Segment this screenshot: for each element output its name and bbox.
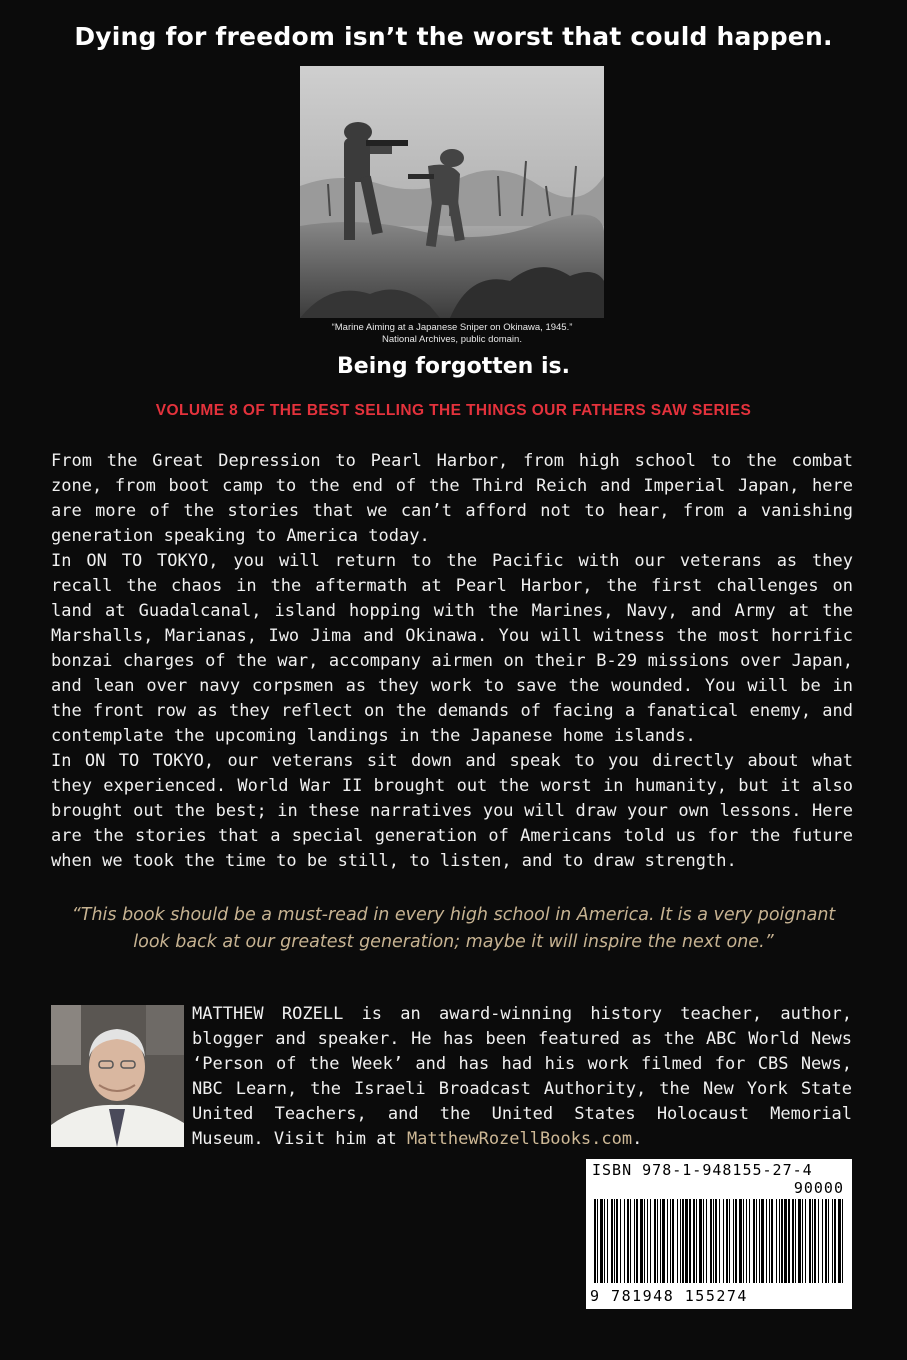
barcode-bar	[662, 1199, 665, 1283]
barcode-bar	[624, 1199, 625, 1283]
author-website-link[interactable]: MatthewRozellBooks.com	[406, 1129, 633, 1149]
barcode-bars	[592, 1199, 846, 1285]
marine-photo	[300, 66, 604, 318]
barcode-bar	[660, 1199, 661, 1283]
barcode-bar	[627, 1199, 629, 1283]
ean-digits: 9 781948 155274	[590, 1287, 748, 1305]
description-paragraph-2: In ON TO TOKYO, you will return to the Pacific with our veterans as they recall the chaos in the aftermath at Pearl Harbor, the first challenges on land at Guadalcanal, island hopping with the Marines, Navy, and Army at the Marshalls, Marianas, Iwo Jima and Okinawa. You will witness the most horrific bonzai charges of the war, accompany airmen on their B-29 missions over Japan, and lean over navy corpsmen as they work to save the wounded. You will be in the front row as they reflect on the demands of facing a fanatical enemy, and contemplate the upcoming landings in the Japanese home islands.	[51, 551, 853, 746]
barcode-bar	[715, 1199, 717, 1283]
barcode-bar	[616, 1199, 618, 1283]
barcode-bar	[784, 1199, 787, 1283]
description-paragraph-1: From the Great Depression to Pearl Harbor, from high school to the combat zone, from boot camp to the end of the Third Reich and Imperial Japan, here are more of the stories that we can’t afford not to hear, from a vanishing generation speaking to America today.	[51, 451, 853, 546]
barcode-bar	[630, 1199, 631, 1283]
photo-caption-title: “Marine Aiming at a Japanese Sniper on Okinawa, 1945.”	[331, 322, 573, 333]
barcode-bar	[636, 1199, 638, 1283]
barcode-bar	[696, 1199, 697, 1283]
barcode-bar	[818, 1199, 819, 1283]
barcode-bar	[682, 1199, 684, 1283]
barcode-bar	[647, 1199, 648, 1283]
barcode-bar	[710, 1199, 712, 1283]
barcode-bar	[733, 1199, 734, 1283]
barcode-bar	[729, 1199, 730, 1283]
barcode-bar	[672, 1199, 674, 1283]
barcode-bar	[809, 1199, 811, 1283]
barcode-bar	[771, 1199, 773, 1283]
barcode-bar	[670, 1199, 671, 1283]
author-portrait	[51, 1005, 184, 1147]
barcode-bar	[634, 1199, 635, 1283]
barcode-bar	[644, 1199, 645, 1283]
barcode-bar	[814, 1199, 816, 1283]
barcode-bar	[719, 1199, 720, 1283]
barcode-bar	[600, 1199, 603, 1283]
author-bio-text: MATTHEW ROZELL is an award-winning history teacher, author, blogger and speaker. He has been featured as the ABC World News ‘Person of the Week’ and has had his work filmed for CBS News, NBC Learn, the Israeli Broadcast Authority, the New York State United Teachers, and the United States Holocaust Memorial Museum. Visit him at	[192, 1004, 852, 1149]
barcode-bar	[828, 1199, 829, 1283]
barcode-bar	[604, 1199, 605, 1283]
barcode-bar	[788, 1199, 790, 1283]
barcode-bar	[611, 1199, 613, 1283]
review-quote: “This book should be a must-read in every high school in America. It is a very poignant look back at our greatest generation; maybe it will inspire the next one.”	[71, 905, 836, 952]
isbn-barcode	[586, 1159, 852, 1309]
photo-caption-credit: National Archives, public domain.	[382, 334, 522, 345]
price-code: 90000	[793, 1179, 844, 1197]
barcode-bar	[766, 1199, 767, 1283]
barcode-bar	[769, 1199, 770, 1283]
barcode-bar	[667, 1199, 668, 1283]
barcode-bar	[723, 1199, 724, 1283]
barcode-bar	[650, 1199, 651, 1283]
barcode-bar	[759, 1199, 760, 1283]
barcode-bar	[699, 1199, 702, 1283]
barcode-bar	[680, 1199, 681, 1283]
barcode-bar	[685, 1199, 688, 1283]
barcode-bar	[703, 1199, 704, 1283]
barcode-bar	[614, 1199, 615, 1283]
isbn-label: ISBN 978-1-948155-27-4	[592, 1161, 813, 1179]
barcode-bar	[735, 1199, 737, 1283]
series-line: VOLUME 8 OF THE BEST SELLING THE THINGS OUR FATHERS SAW SERIES	[155, 402, 752, 419]
barcode-bar	[594, 1199, 596, 1283]
barcode-bar	[706, 1199, 707, 1283]
marine-photo-illustration	[300, 66, 604, 318]
barcode-bar	[657, 1199, 658, 1283]
barcode-bar	[761, 1199, 764, 1283]
barcode-bar	[842, 1199, 843, 1283]
barcode-bar	[693, 1199, 695, 1283]
barcode-bar	[640, 1199, 643, 1283]
description-paragraph-3: In ON TO TOKYO, our veterans sit down and speak to you directly about what they experienced. World War II brought out the worst in humanity, but it also brought out the best; in these narratives you will draw your own lessons. Here are the stories that a special generation of Americans told us for the future when we took the time to be still, to listen, and to draw strength.	[51, 751, 853, 871]
author-bio-end: .	[632, 1129, 643, 1149]
barcode-bar	[597, 1199, 598, 1283]
barcode-bar	[795, 1199, 796, 1283]
barcode-bar	[654, 1199, 656, 1283]
barcode-bar	[756, 1199, 757, 1283]
barcode-bar	[607, 1199, 608, 1283]
barcode-bar	[677, 1199, 678, 1283]
cover-tagline: Dying for freedom isn’t the worst that could happen.	[74, 22, 833, 51]
barcode-bar	[822, 1199, 823, 1283]
barcode-bar	[779, 1199, 780, 1283]
barcode-bar	[812, 1199, 813, 1283]
barcode-bar	[746, 1199, 747, 1283]
barcode-bar	[776, 1199, 777, 1283]
barcode-bar	[713, 1199, 714, 1283]
author-bio	[192, 1002, 852, 1152]
barcode-bar	[689, 1199, 691, 1283]
barcode-bar	[805, 1199, 806, 1283]
photo-caption	[250, 322, 654, 346]
cover-subtagline: Being forgotten is.	[337, 354, 570, 379]
barcode-bar	[825, 1199, 827, 1283]
barcode-bar	[834, 1199, 836, 1283]
barcode-bar	[838, 1199, 841, 1283]
barcode-bar	[781, 1199, 783, 1283]
barcode-bar	[726, 1199, 728, 1283]
barcode-bar	[743, 1199, 744, 1283]
author-photo	[51, 1005, 184, 1147]
barcode-bar	[798, 1199, 801, 1283]
barcode-bar	[753, 1199, 755, 1283]
barcode-bar	[802, 1199, 803, 1283]
barcode-bar	[792, 1199, 794, 1283]
barcode-bar	[620, 1199, 621, 1283]
barcode-bar	[832, 1199, 833, 1283]
barcode-bar	[749, 1199, 750, 1283]
barcode-bar	[739, 1199, 742, 1283]
